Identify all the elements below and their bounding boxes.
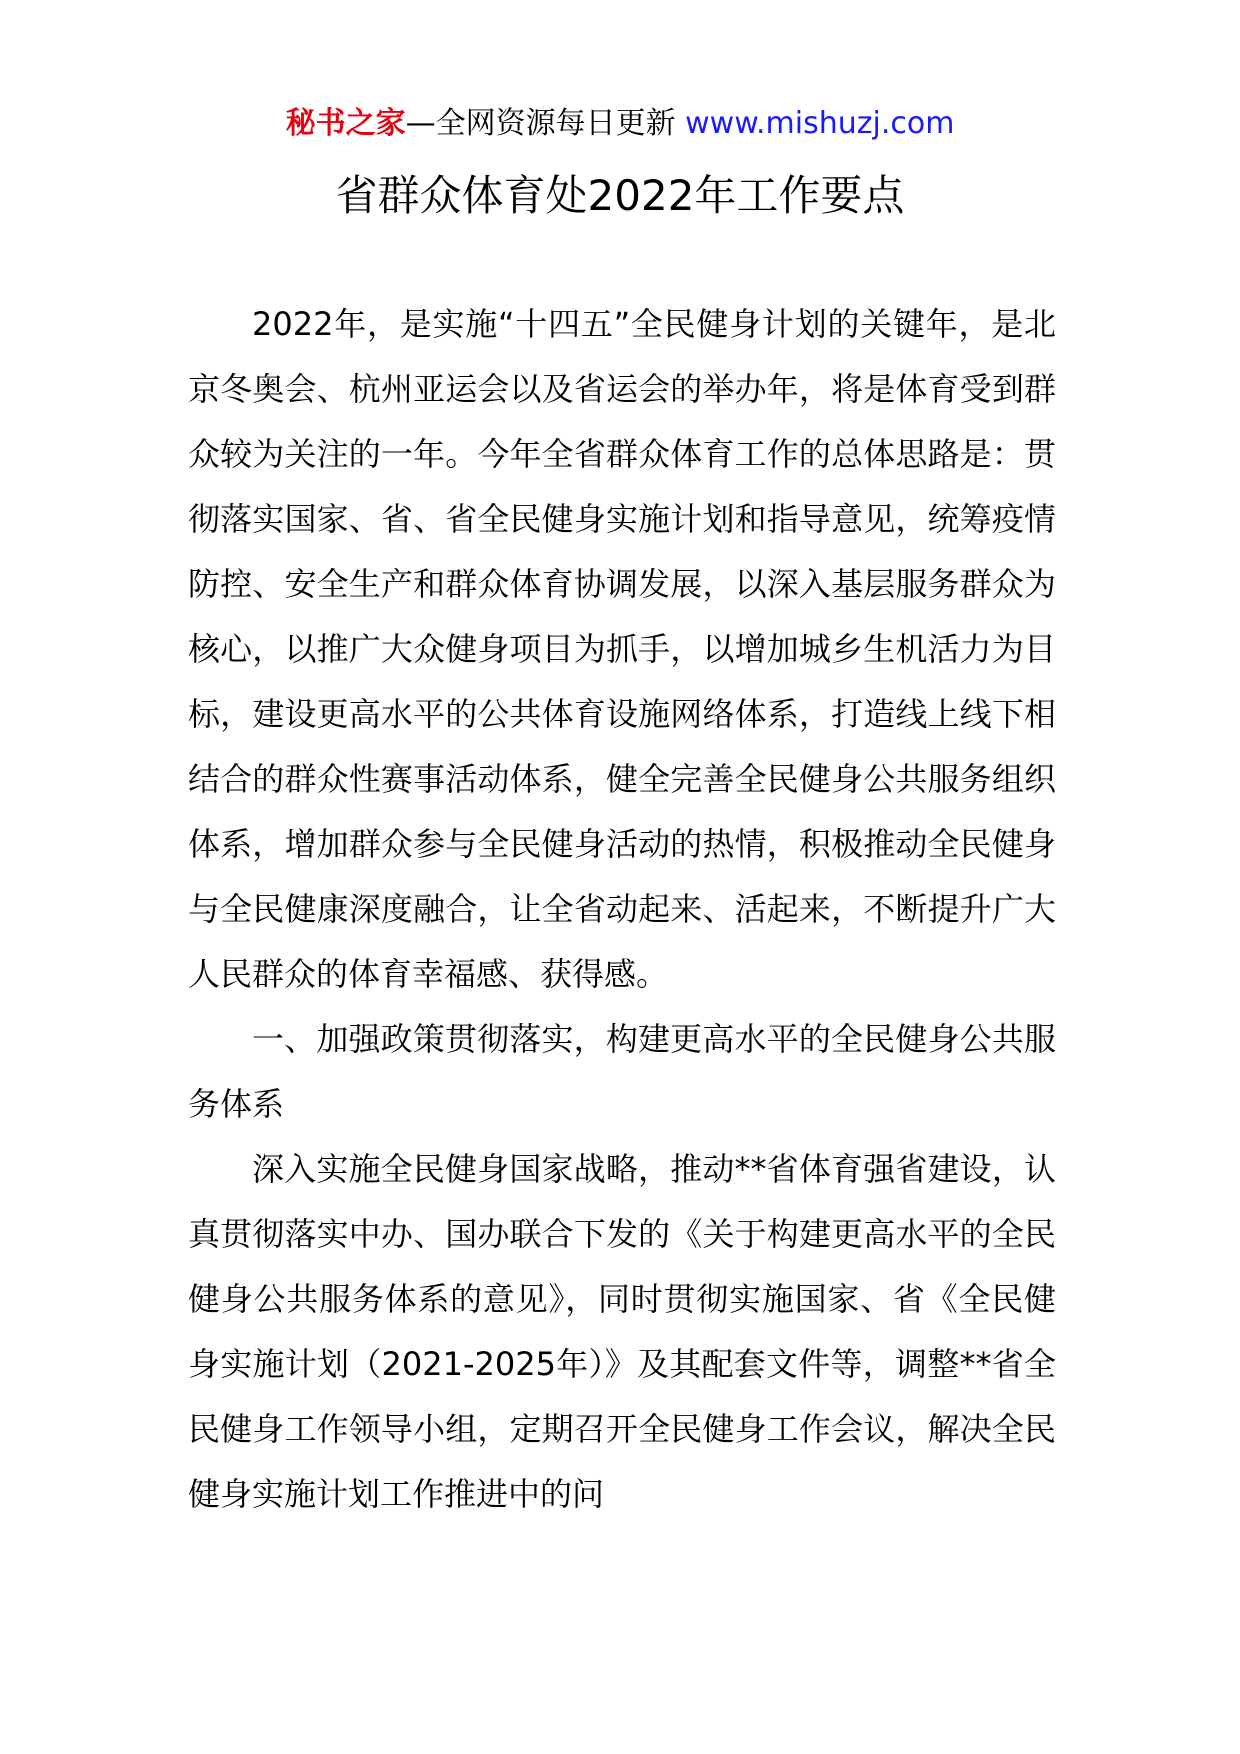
site-url-link[interactable]: www.mishuzj.com xyxy=(685,106,955,141)
brand-name: 秘书之家 xyxy=(285,106,406,141)
paragraph-section-1: 深入实施全民健身国家战略，推动**省体育强省建设，认真贯彻落实中办、国办联合下发的《关于构建更高水平的全民健身公共服务体系的意见》，同时贯彻实施国家、省《全民健身实施计划（2021-2025年）》及其配套文件等，调整**省全民健身工作领导小组，定期召开全民健身工作会议，解决全民健身实施计划工作推进中的问 xyxy=(188,1150,1056,1513)
brand-slogan: —全网资源每日更新 xyxy=(405,106,676,141)
document-body xyxy=(188,292,1056,1527)
document-title: 省群众体育处2022年工作要点 xyxy=(335,171,905,220)
site-header xyxy=(0,104,1240,144)
paragraph-intro: 2022年，是实施“十四五”全民健身计划的关键年，是北京冬奥会、杭州亚运会以及省运会的举办年，将是体育受到群众较为关注的一年。今年全省群众体育工作的总体思路是：贯彻落实国家、省、省全民健身实施计划和指导意见，统筹疫情防控、安全生产和群众体育协调发展，以深入基层服务群众为核心，以推广大众健身项目为抓手，以增加城乡生机活力为目标，建设更高水平的公共体育设施网络体系，打造线上线下相结合的群众性赛事活动体系，健全完善全民健身公共服务组织体系，增加群众参与全民健身活动的热情，积极推动全民健身与全民健康深度融合，让全省动起来、活起来，不断提升广大人民群众的体育幸福感、获得感。 xyxy=(188,305,1056,993)
section-heading-1: 一、加强政策贯彻落实，构建更高水平的全民健身公共服务体系 xyxy=(188,1020,1056,1123)
